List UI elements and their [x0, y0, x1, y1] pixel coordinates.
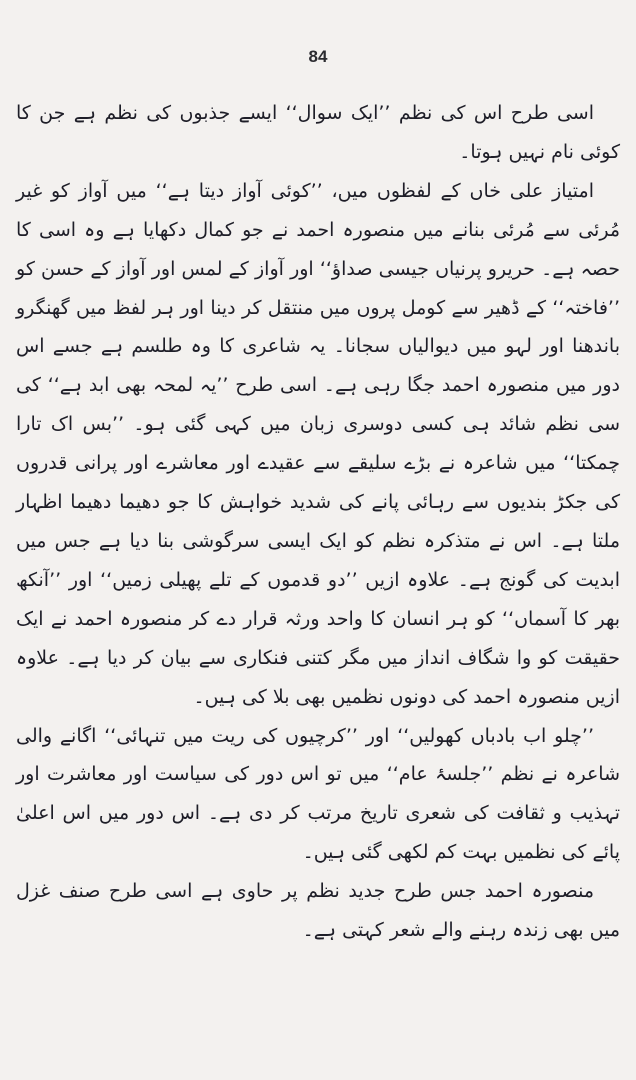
paragraph-3: ’’چلو اب بادباں کھولیں‘‘ اور ’’کرچیوں کی ریت میں تنہائی‘‘ اگانے والی شاعرہ نے نظم ’’جلسۂ عام‘‘ میں تو اس دور کی سیاست اور معاشرت اور تہذیب و ثقافت کی شعری تاریخ مرتب کر دی ہے۔ اس دور میں اس اعلیٰ پائے کی نظمیں بہت کم لکھی گئی ہیں۔	[16, 724, 620, 864]
page-body	[16, 94, 620, 950]
page-number: 84	[308, 47, 328, 66]
paragraph-4: منصورہ احمد جس طرح جدید نظم پر حاوی ہے اسی طرح صنف غزل میں بھی زندہ رہنے والے شعر کہتی ہے۔	[16, 880, 620, 942]
paragraph-2: امتیاز علی خاں کے لفظوں میں، ’’کوئی آواز دیتا ہے‘‘ میں آواز کو غیر مُرئی سے مُرئی بنانے میں منصورہ احمد نے جو کمال دکھایا ہے وہ اسی کا حصہ ہے۔ حریرو پرنیاں جیسی صداؤ‘‘ اور آواز کے لمس اور آواز کے حسن کو ’’فاختہ‘‘ کے ڈھیر سے کومل پروں میں منتقل کر دینا اور ہر لفظ میں گھنگرو باندھنا اور لہو میں دیوالیاں سجانا۔ یہ شاعری کا وہ طلسم ہے جسے اس دور میں منصورہ احمد جگا رہی ہے۔ اسی طرح ’’یہ لمحہ بھی ابد ہے‘‘ کی سی نظم شائد ہی کسی دوسری زبان میں کہی گئی ہو۔ ’’بس اک تارا چمکتا‘‘ میں شاعرہ نے بڑے سلیقے سے عقیدے اور معاشرے اور پرانی قدروں کی جکڑ بندیوں سے رہائی پانے کی شدید خواہش کا جو دھیما دھیما اظہار ملتا ہے۔ اس نے متذکرہ نظم کو ایک ایسی سرگوشی بنا دیا ہے جس میں ابدیت کی گونج ہے۔ علاوہ ازیں ’’دو قدموں کے تلے پھیلی زمیں‘‘ اور ’’آنکھ بھر کا آسماں‘‘ کو ہر انسان کا واحد ورثہ قرار دے کر منصورہ احمد نے ایک حقیقت کو وا شگاف انداز میں مگر کتنی فنکاری سے بیان کر دیا ہے۔ علاوہ ازیں منصورہ احمد کی دونوں نظمیں بھی بلا کی ہیں۔	[16, 179, 621, 708]
paragraph-1: اسی طرح اس کی نظم ’’ایک سوال‘‘ ایسے جذبوں کی نظم ہے جن کا کوئی نام نہیں ہوتا۔	[16, 102, 620, 163]
